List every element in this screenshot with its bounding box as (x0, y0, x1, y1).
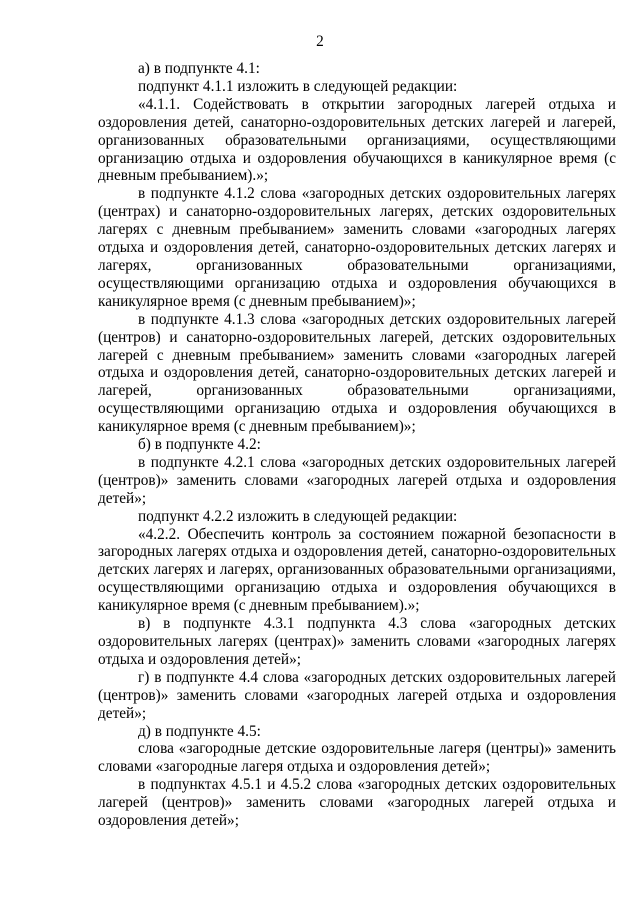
paragraph-a: а) в подпункте 4.1: (138, 60, 260, 77)
paragraph-4-2-1: в подпункте 4.2.1 слова «загородных детских оздоровительных лагерей (центров)» заменить словами «загородных лагерей отдыха и оздоровления детей»; (98, 453, 616, 507)
paragraph-4-1-3: в подпункте 4.1.3 слова «загородных детских оздоровительных лагерей (центров) и санаторно-оздоровительных лагерей, детских оздоровительных лагерей с дневным пребыванием» заменить словами «загородных лагерей отдыха и оздоровления детей, санаторно-оздоровительных детских лагерей и лагерей, организованных образовательными организациями, осуществляющими организацию отдыха и оздоровления обучающихся в каникулярное время (с дневным пребыванием)»; (98, 310, 616, 436)
paragraph-g: г) в подпункте 4.4 слова «загородных детских оздоровительных лагерей (центров)» заменить словами «загородных лагерей отдыха и оздоровления детей»; (98, 668, 616, 722)
paragraph-4-2-2-intro: подпункт 4.2.2 изложить в следующей редакции: (138, 507, 458, 525)
paragraph-4-1-2: в подпункте 4.1.2 слова «загородных детских оздоровительных лагерях (центрах) и санаторно-оздоровительных лагерях, детских оздоровительных лагерях с дневным пребыванием» заменить словами «загородных лагерях отдыха и оздоровления детей, санаторно-оздоровительных детских лагерях и лагерях, организованных образовательными организациями, осуществляющими организацию отдыха и оздоровления обучающихся в каникулярное время (с дневным пребыванием)»; (98, 185, 616, 310)
page-number: 2 (316, 33, 324, 50)
paragraph-4-5-words: слова «загородные детские оздоровительные лагеря (центры)» заменить словами «загородные лагеря отдыха и оздоровления детей»; (98, 740, 616, 776)
paragraph-d: д) в подпункте 4.5: (138, 722, 261, 740)
paragraph-4-2-2-text: «4.2.2. Обеспечить контроль за состоянием пожарной безопасности в загородных лагерях отдыха и оздоровления детей, санаторно-оздоровительных детских лагерях и лагерях, организованных образовательными организациями, осуществляющими организацию отдыха и оздоровления обучающихся в каникулярное время (с дневным пребыванием).»; (98, 525, 616, 615)
paragraph-4-1-1-text: «4.1.1. Содействовать в открытии загородных лагерей отдыха и оздоровления детей, санаторно-оздоровительных детских лагерей и лагерей, организованных образовательными организациями, осуществляющими организацию отдыха и оздоровления обучающихся в каникулярное время (с дневным пребыванием).»; (98, 95, 616, 185)
paragraph-4-1-1-intro: подпункт 4.1.1 изложить в следующей редакции: (138, 77, 458, 95)
paragraph-b: б) в подпункте 4.2: (138, 436, 261, 454)
paragraph-4-5-1-2: в подпунктах 4.5.1 и 4.5.2 слова «загородных детских оздоровительных лагерей (центров)» заменить словами «загородных лагерей отдыха и оздоровления детей»; (98, 776, 616, 830)
paragraph-v: в) в подпункте 4.3.1 подпункта 4.3 слова «загородных детских оздоровительных лагерях (центрах)» заменить словами «загородных лагерях отдыха и оздоровления детей»; (98, 615, 616, 668)
document-body (98, 60, 616, 830)
